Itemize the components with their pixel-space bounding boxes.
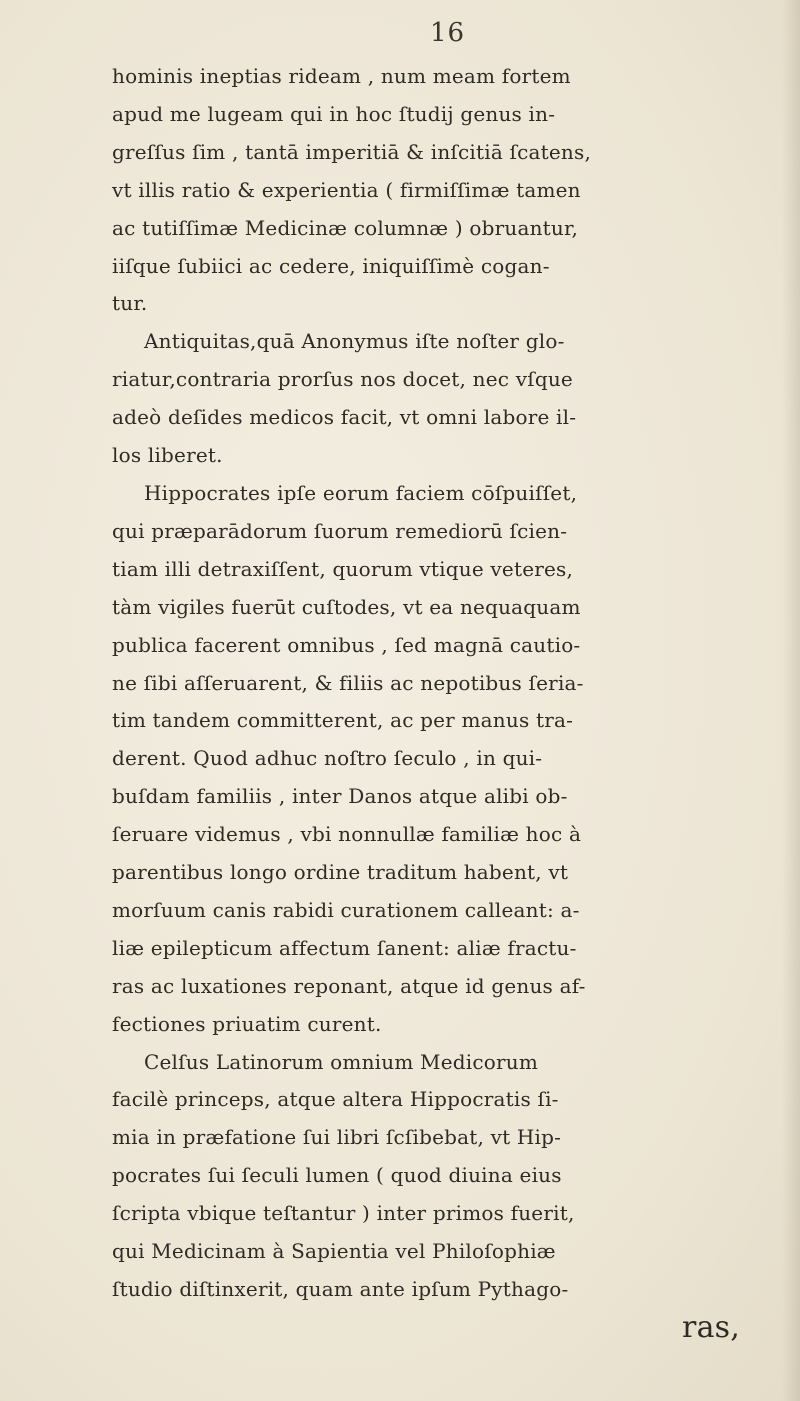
text-line: ſcripta vbique teſtantur ) inter primos fuerit,	[112, 1201, 575, 1226]
text-line: ſeruare videmus , vbi nonnullæ familiæ hoc à	[112, 822, 582, 847]
text-line: mia in præfatione ſui libri ſcſibebat, vt Hip-	[112, 1125, 562, 1150]
text-line: facilè princeps, atque altera Hippocratis ſi-	[112, 1087, 559, 1112]
text-line: pocrates ſui ſeculi lumen ( quod diuina eius	[112, 1163, 562, 1188]
text-line: los liberet.	[112, 443, 223, 468]
text-line: greſſus ſim , tantā imperitiā & inſcitiā ſcatens,	[112, 139, 592, 164]
text-line: liæ epilepticum affectum ſanent: aliæ fractu-	[112, 935, 577, 960]
text-line: riatur,contraria prorſus nos docet, nec vſque	[112, 367, 573, 392]
text-line: ac tutiſſimæ Medicinæ columnæ ) obruantur,	[112, 215, 579, 240]
text-line: publica facerent omnibus , ſed magnā cautio-	[112, 632, 581, 657]
text-line: tur.	[112, 291, 148, 316]
text-line: fectiones priuatim curent.	[112, 1011, 382, 1036]
text-line: derent. Quod adhuc noſtro ſeculo , in qui-	[112, 746, 543, 771]
text-line: ſtudio diſtinxerit, quam ante ipſum Pythago-	[112, 1277, 569, 1301]
text-line: vt illis ratio & experientia ( firmiſſimæ tamen	[112, 177, 581, 202]
catchword: ras,	[682, 1309, 740, 1345]
paragraph-start-line: Hippocrates ipſe eorum faciem cōſpuiſſet,	[144, 480, 578, 505]
text-line: adeò deſides medicos facit, vt omni labore il-	[112, 405, 577, 430]
page-number: 16	[430, 18, 466, 48]
paragraph-start-line: Antiquitas,quā Anonymus iſte noſter glo-	[144, 329, 565, 354]
text-line: iiſque ſubiici ac cedere, iniquiſſimè cogan-	[112, 253, 550, 278]
paragraph-start-line: Celſus Latinorum omnium Medicorum	[144, 1049, 539, 1074]
text-line: qui præparādorum ſuorum remediorū ſcien-	[112, 518, 568, 543]
text-line: morſuum canis rabidi curationem calleant: a-	[112, 897, 580, 922]
text-line: tim tandem committerent, ac per manus tra-	[112, 708, 574, 733]
text-line: buſdam familiis , inter Danos atque alibi ob-	[112, 784, 568, 809]
text-line: ne ſibi aſſeruarent, & filiis ac nepotibus ſeria-	[112, 670, 584, 695]
text-line: apud me lugeam qui in hoc ſtudij genus in-	[112, 101, 556, 126]
text-line: hominis ineptias rideam , num meam fortem	[112, 64, 571, 88]
text-line: ras ac luxationes reponant, atque id genus af-	[112, 973, 586, 998]
text-line: qui Medicinam à Sapientia vel Philoſophiæ	[112, 1239, 556, 1264]
text-line: tiam illi detraxiſſent, quorum vtique veteres,	[112, 556, 574, 581]
text-line: tàm vigiles fuerūt cuſtodes, vt ea nequaquam	[112, 594, 581, 619]
body-text	[112, 58, 800, 1347]
text-line: parentibus longo ordine traditum habent, vt	[112, 860, 569, 885]
